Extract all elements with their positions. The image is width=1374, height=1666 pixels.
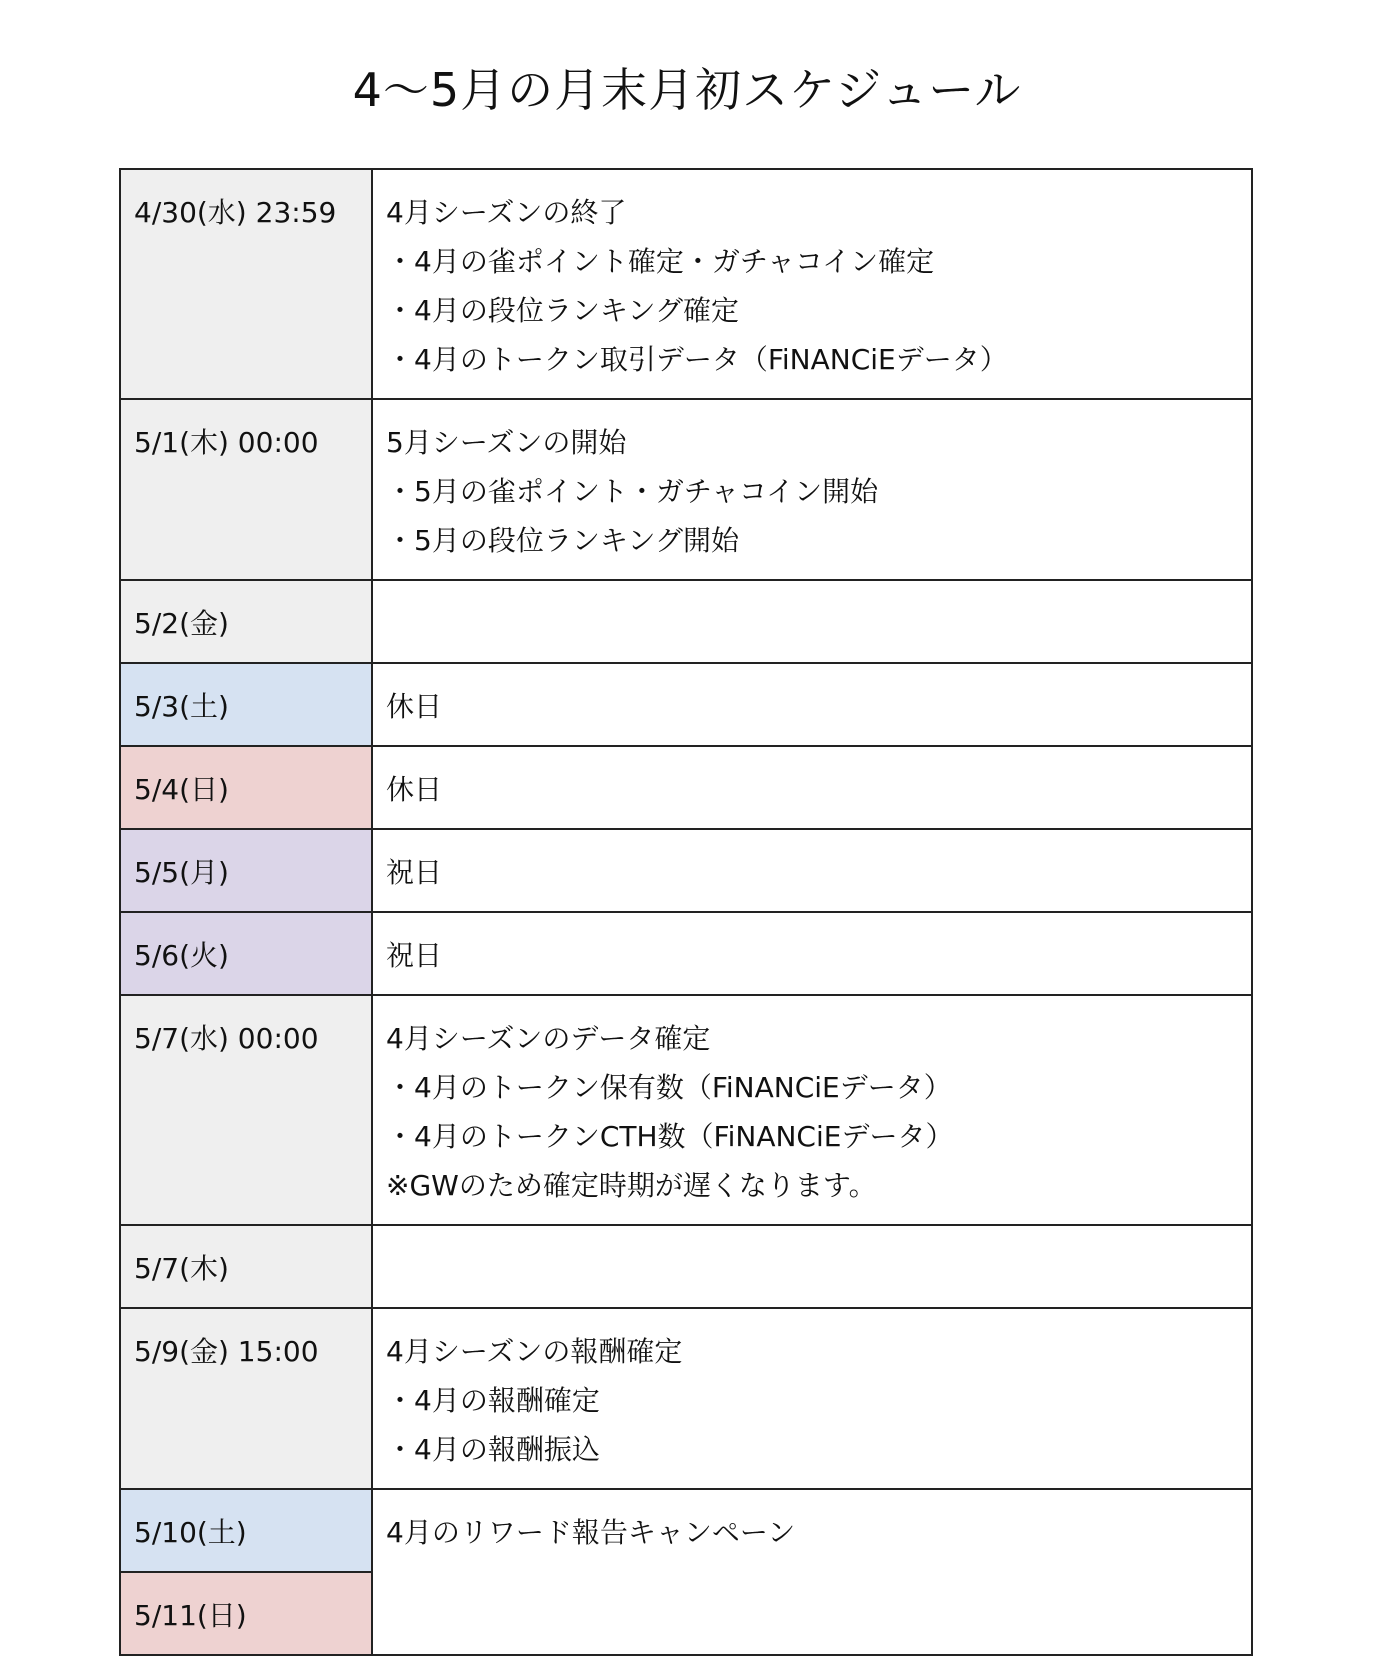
description-cell	[372, 1308, 1252, 1489]
description-item: ・5月の段位ランキング開始	[386, 524, 739, 557]
date-label: 5/6(火)	[134, 939, 229, 972]
date-cell	[120, 829, 372, 912]
date-label: 5/1(木) 00:00	[134, 426, 319, 459]
table-row	[120, 829, 1252, 912]
description-item: ・4月のトークン保有数（FiNANCiEデータ）	[386, 1071, 952, 1104]
date-label: 5/2(金)	[134, 607, 229, 640]
description-cell	[372, 399, 1252, 580]
description-cell	[372, 746, 1252, 829]
date-label: 5/11(日)	[134, 1599, 247, 1632]
description-cell	[372, 1225, 1252, 1308]
date-cell	[120, 1572, 372, 1655]
date-label: 5/3(土)	[134, 690, 229, 723]
table-row	[120, 912, 1252, 995]
date-cell	[120, 912, 372, 995]
description-heading: 4月シーズンの報酬確定	[386, 1335, 683, 1368]
description-item: ・4月の報酬振込	[386, 1433, 600, 1466]
table-row	[120, 746, 1252, 829]
date-label: 5/4(日)	[134, 773, 229, 806]
description-heading: 休日	[386, 773, 443, 806]
table-row	[120, 1225, 1252, 1308]
date-label: 5/9(金) 15:00	[134, 1335, 319, 1368]
description-item: ・4月の報酬確定	[386, 1384, 600, 1417]
description-item: ・4月の段位ランキング確定	[386, 294, 739, 327]
description-heading: 4月シーズンのデータ確定	[386, 1022, 711, 1055]
description-cell	[372, 663, 1252, 746]
table-row	[120, 169, 1252, 399]
date-label: 5/7(木)	[134, 1252, 229, 1285]
description-heading: 5月シーズンの開始	[386, 426, 627, 459]
description-cell	[372, 580, 1252, 663]
description-note: ※GWのため確定時期が遅くなります。	[386, 1169, 877, 1202]
date-cell	[120, 746, 372, 829]
table-row	[120, 663, 1252, 746]
date-cell	[120, 1489, 372, 1572]
date-cell	[120, 399, 372, 580]
description-item: ・4月のトークンCTH数（FiNANCiEデータ）	[386, 1120, 954, 1153]
description-item: ・4月の雀ポイント確定・ガチャコイン確定	[386, 245, 935, 278]
page-title: 4〜5月の月末月初スケジュール	[352, 63, 1022, 117]
date-cell	[120, 169, 372, 399]
date-cell	[120, 1225, 372, 1308]
description-cell	[372, 995, 1252, 1225]
description-cell	[372, 912, 1252, 995]
description-item: ・4月のトークン取引データ（FiNANCiEデータ）	[386, 343, 1008, 376]
date-cell	[120, 663, 372, 746]
table-row	[120, 580, 1252, 663]
description-cell	[372, 169, 1252, 399]
schedule-table	[119, 168, 1253, 1656]
description-heading: 休日	[386, 690, 443, 723]
date-label: 5/7(水) 00:00	[134, 1022, 319, 1055]
table-row	[120, 399, 1252, 580]
description-heading: 4月シーズンの終了	[386, 196, 627, 229]
table-row	[120, 1308, 1252, 1489]
description-heading: 4月のリワード報告キャンペーン	[386, 1516, 796, 1549]
description-heading: 祝日	[386, 856, 443, 889]
description-cell	[372, 1489, 1252, 1655]
date-cell	[120, 580, 372, 663]
date-cell	[120, 995, 372, 1225]
description-item: ・5月の雀ポイント・ガチャコイン開始	[386, 475, 879, 508]
description-cell	[372, 829, 1252, 912]
date-label: 5/10(土)	[134, 1516, 247, 1549]
date-label: 4/30(水) 23:59	[134, 196, 337, 229]
table-row	[120, 1489, 1252, 1572]
table-row	[120, 995, 1252, 1225]
description-heading: 祝日	[386, 939, 443, 972]
date-cell	[120, 1308, 372, 1489]
date-label: 5/5(月)	[134, 856, 229, 889]
